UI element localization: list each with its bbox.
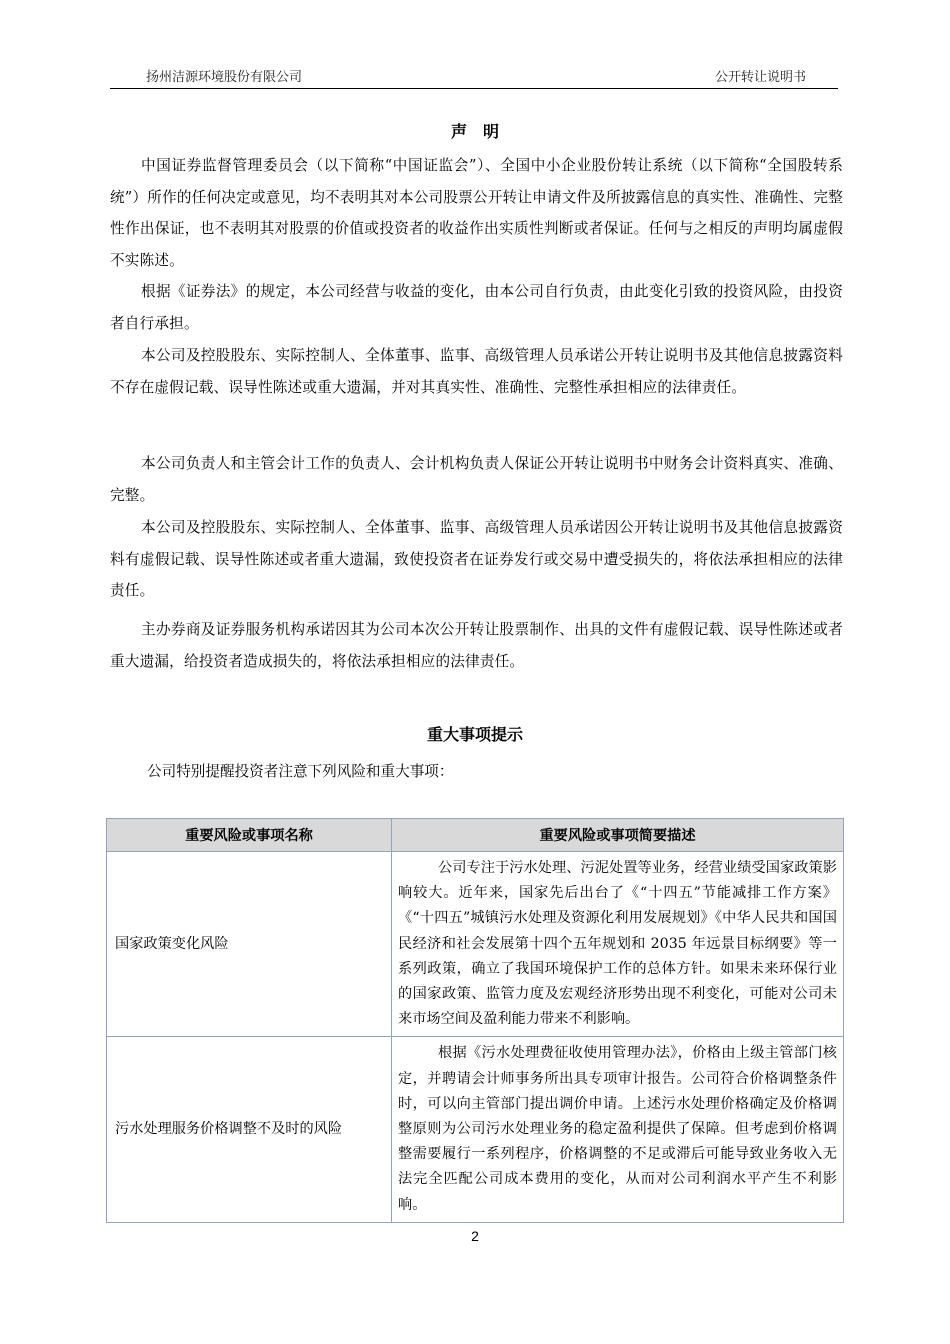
risk-name-cell: 污水处理服务价格调整不及时的风险 (107, 1037, 392, 1222)
header-document-type: 公开转让说明书 (714, 70, 806, 85)
declaration-paragraph: 根据《证券法》的规定，本公司经营与收益的变化，由本公司自行负责，由此变化引致的投资风险，由投资者自行承担。 (110, 283, 843, 332)
table-row (107, 852, 844, 1037)
declaration-paragraph: 中国证券监督管理委员会（以下简称“中国证监会”）、全国中小企业股份转让系统（以下简称“全国股转系统”）所作的任何决定或意见，均不表明其对本公司股票公开转让申请文件及所披露信息的真实性、准确性、完整性作出保证，也不表明其对股票的价值或投资者的收益作出实质性判断或者保证。任何与之相反的声明均属虚假不实陈述。 (110, 157, 843, 269)
column-header-risk-name: 重要风险或事项名称 (107, 819, 392, 852)
page-header (110, 66, 838, 89)
declaration-paragraph: 本公司及控股股东、实际控制人、全体董事、监事、高级管理人员承诺公开转让说明书及其他信息披露资料不存在虚假记载、误导性陈述或重大遗漏，并对其真实性、准确性、完整性承担相应的法律责任。 (110, 347, 843, 396)
table-row (107, 1037, 844, 1222)
risk-table (106, 818, 844, 1223)
page-number: 2 (471, 1228, 479, 1244)
risk-description-cell: 公司专注于污水处理、污泥处置等业务，经营业绩受国家政策影响较大。近年来，国家先后出台了《“十四五”节能减排工作方案》《“十四五”城镇污水处理及资源化利用发展规划》《中华人民共和国国民经济和社会发展第十四个五年规划和 2035 年远景目标纲要》等一系列政策，确立了我国环境保护工作的总体方针。如果未来环保行业的国家政策、监管力度及宏观经济形势出现不利变化，可能对公司未来市场空间及盈利能力带来不利影响。 (392, 852, 844, 1037)
risk-description-cell: 根据《污水处理费征收使用管理办法》，价格由上级主管部门核定，并聘请会计师事务所出具专项审计报告。公司符合价格调整条件时，可以向主管部门提出调价申请。上述污水处理价格确定及价格调整原则为公司污水处理业务的稳定盈利提供了保障。但考虑到价格调整需要履行一系列程序，价格调整的不足或滞后可能导致业务收入无法完全匹配公司成本费用的变化，从而对公司利润水平产生不利影响。 (392, 1037, 844, 1222)
risk-name-cell: 国家政策变化风险 (107, 852, 392, 1037)
declaration-paragraph: 本公司负责人和主管会计工作的负责人、会计机构负责人保证公开转让说明书中财务会计资料真实、准确、完整。 (110, 455, 843, 504)
major-matters-title: 重大事项提示 (426, 725, 523, 744)
declaration-paragraph: 主办券商及证券服务机构承诺因其为公司本次公开转让股票制作、出具的文件有虚假记载、误导性陈述或者重大遗漏，给投资者造成损失的，将依法承担相应的法律责任。 (110, 621, 843, 670)
table-header-row (107, 819, 844, 852)
column-header-risk-description: 重要风险或事项简要描述 (392, 819, 844, 852)
major-matters-intro: 公司特别提醒投资者注意下列风险和重大事项： (147, 763, 454, 780)
declaration-paragraph: 本公司及控股股东、实际控制人、全体董事、监事、高级管理人员承诺因公开转让说明书及其他信息披露资料有虚假记载、误导性陈述或者重大遗漏，致使投资者在证券发行或交易中遭受损失的，将依法承担相应的法律责任。 (110, 519, 843, 599)
header-company-name: 扬州洁源环境股份有限公司 (146, 70, 303, 85)
declaration-title: 声明 (450, 122, 515, 141)
